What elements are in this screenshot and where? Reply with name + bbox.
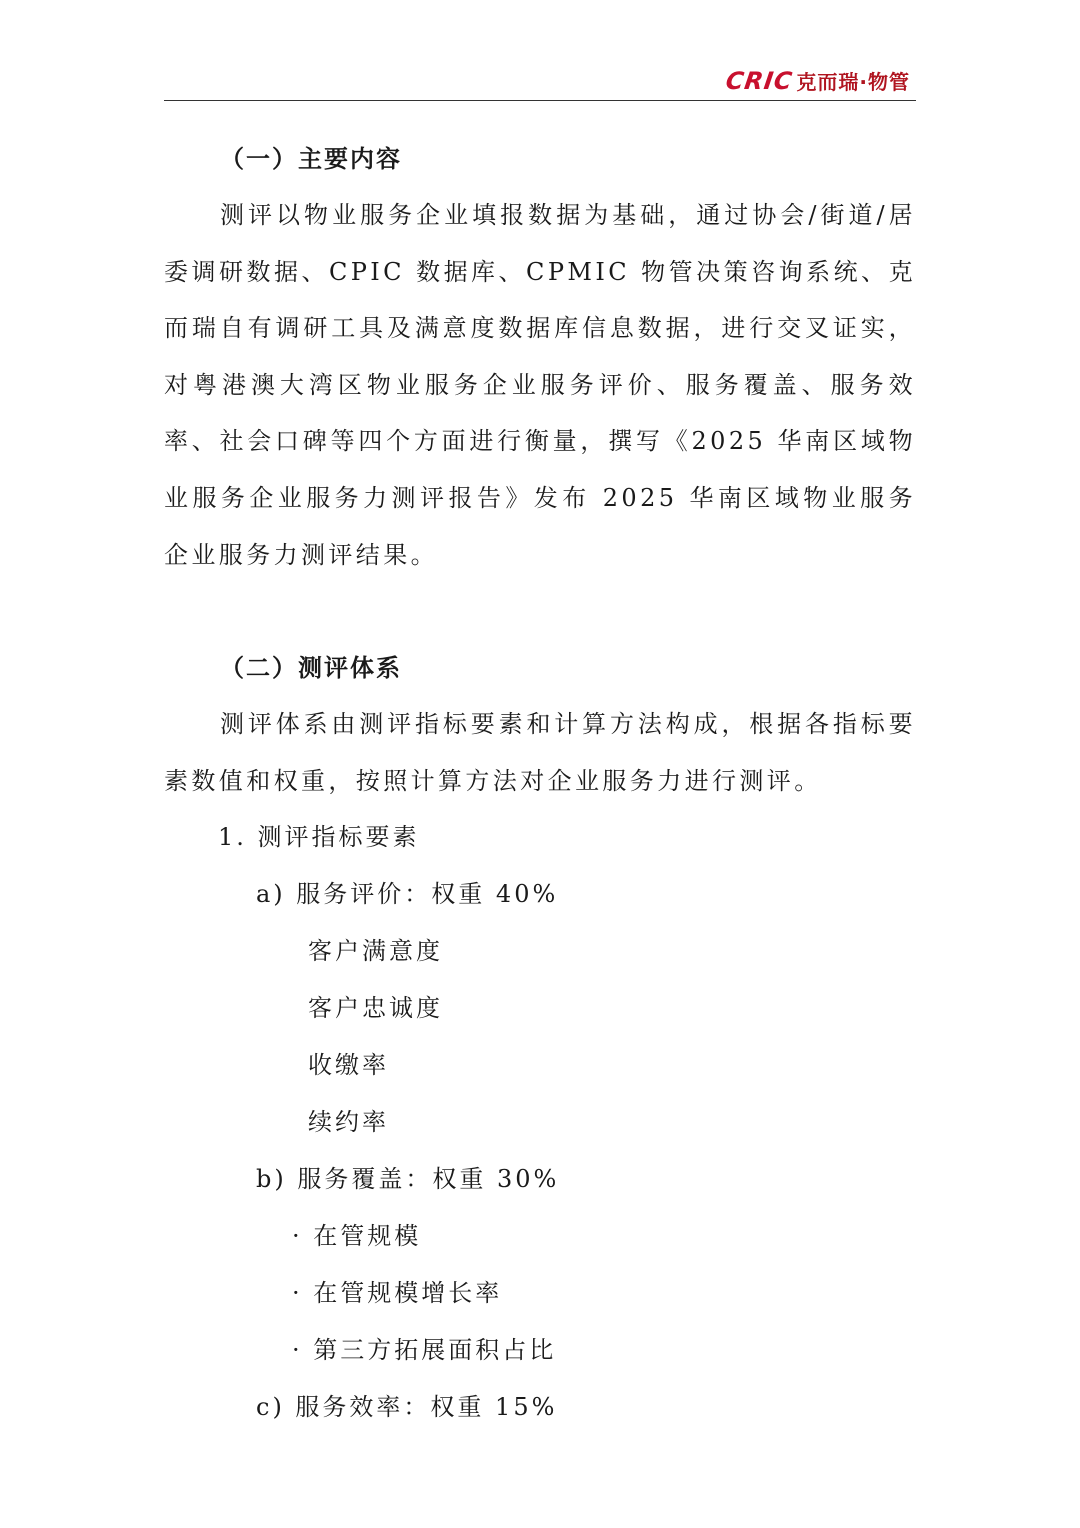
list-item: 收缴率 <box>308 1051 389 1080</box>
document-body <box>164 130 916 1436</box>
section-heading-main-content: （一）主要内容 <box>220 144 402 173</box>
cric-logo <box>723 66 910 95</box>
section-spacer <box>164 583 916 639</box>
list-item: · 第三方拓展面积占比 <box>292 1336 557 1365</box>
section-paragraph-evaluation-system: 测评体系由测评指标要素和计算方法构成，根据各指标要素数值和权重，按照计算方法对企业服务力进行测评。 <box>164 710 916 795</box>
logo-chinese-name: 克而瑞·物管 <box>796 70 910 94</box>
logo-brand: CRIC <box>723 66 795 95</box>
section-paragraph-main-content: 测评以物业服务企业填报数据为基础，通过协会/街道/居委调研数据、CPIC 数据库、CPMIC 物管决策咨询系统、克而瑞自有调研工具及满意度数据库信息数据，进行交叉证实，对粤港澳大湾区物业服务企业服务评价、服务覆盖、服务效率、社会口碑等四个方面进行衡量，撰写《2025 华南区域物业服务企业服务力测评报告》发布 2025 华南区域物业服务企业服务力测评结果。 <box>164 201 916 569</box>
section-heading-evaluation-system: （二）测评体系 <box>220 653 402 683</box>
group-title-service-efficiency: c) 服务效率：权重 15% <box>256 1393 558 1422</box>
list-item: 客户忠诚度 <box>308 994 443 1023</box>
group-title-service-coverage: b) 服务覆盖：权重 30% <box>256 1165 560 1194</box>
list-item: · 在管规模增长率 <box>292 1279 503 1308</box>
group-title-service-evaluation: a) 服务评价：权重 40% <box>256 880 559 909</box>
list-item: 客户满意度 <box>308 937 443 966</box>
list-item: 续约率 <box>308 1108 389 1137</box>
list-item: · 在管规模 <box>292 1222 422 1251</box>
list-title-evaluation-elements: 1. 测评指标要素 <box>218 823 420 852</box>
page-header <box>164 60 916 101</box>
